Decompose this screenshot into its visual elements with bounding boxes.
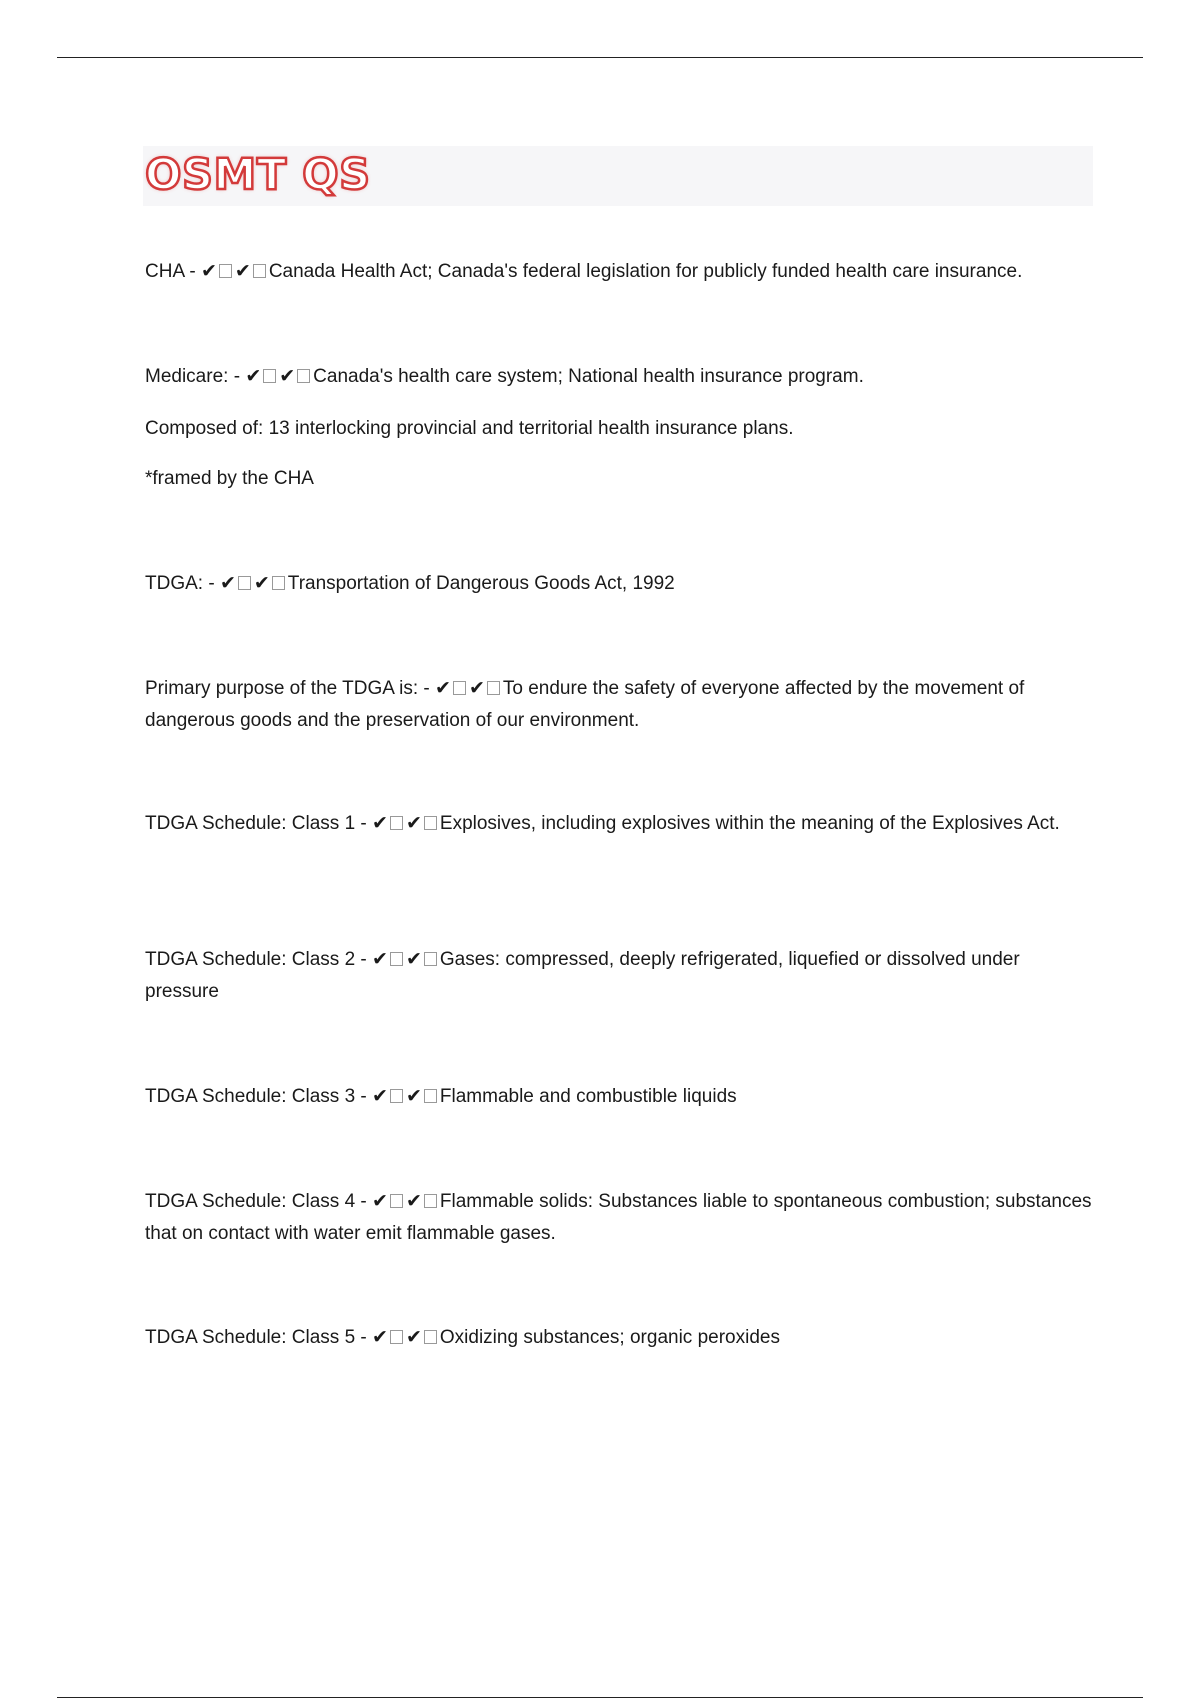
- entry-term: CHA -: [145, 261, 196, 282]
- entry-extra-line: *framed by the CHA: [145, 468, 314, 489]
- entry-term: TDGA Schedule: Class 1 -: [145, 813, 367, 834]
- check-mark-icon: ✔: [372, 949, 388, 970]
- check-mark-icon: ✔: [372, 1191, 388, 1212]
- checkbox-glyph-icon: [424, 1330, 437, 1344]
- checkbox-glyph-icon: [424, 816, 437, 830]
- check-mark-icon: ✔: [200, 261, 217, 282]
- entry-term: TDGA Schedule: Class 2 -: [145, 949, 367, 970]
- entry-term: TDGA Schedule: Class 3 -: [145, 1086, 367, 1107]
- top-rule: [57, 57, 1143, 58]
- entry-extra-line: Composed of: 13 interlocking provincial and territorial health insurance plans.: [145, 418, 794, 439]
- entry-term: Primary purpose of the TDGA is: -: [145, 678, 430, 699]
- checkbox-glyph-icon: [424, 952, 437, 966]
- checkbox-glyph-icon: [390, 1089, 403, 1103]
- check-mark-icon: ✔: [279, 366, 296, 387]
- entry-answer: To endure the safety of everyone affected by the movement of dangerous goods and the preservation of our environment.: [145, 678, 1025, 731]
- entry-answer: Canada Health Act; Canada's federal legislation for publicly funded health care insurance.: [268, 261, 1023, 282]
- qa-entry-class-1: [145, 808, 1095, 840]
- checkbox-glyph-icon: [390, 1194, 403, 1208]
- entry-term: TDGA Schedule: Class 5 -: [145, 1327, 367, 1348]
- check-mark-icon: ✔: [372, 1086, 388, 1107]
- entry-answer: Transportation of Dangerous Goods Act, 1992: [287, 573, 675, 594]
- checkbox-glyph-icon: [424, 1089, 437, 1103]
- check-mark-icon: ✔: [405, 1327, 422, 1348]
- check-mark-icon: ✔: [234, 261, 251, 282]
- check-mark-icon: ✔: [405, 949, 422, 970]
- checkbox-glyph-icon: [297, 369, 310, 383]
- qa-entry-class-5: [145, 1322, 1095, 1354]
- checkbox-glyph-icon: [453, 681, 466, 695]
- entry-answer: Gases: compressed, deeply refrigerated, liquefied or dissolved under pressure: [145, 949, 1020, 1002]
- qa-entry-tdga: [145, 568, 1095, 600]
- qa-entry-cha: [145, 256, 1095, 288]
- check-mark-icon: ✔: [405, 1191, 422, 1212]
- qa-entry-class-2: [145, 944, 1095, 1008]
- checkbox-glyph-icon: [219, 264, 232, 278]
- qa-entry-medicare: [145, 361, 1095, 393]
- entry-term: Medicare: -: [145, 366, 241, 387]
- check-mark-icon: ✔: [468, 678, 485, 699]
- checkbox-glyph-icon: [253, 264, 266, 278]
- check-mark-icon: ✔: [435, 678, 451, 699]
- checkbox-glyph-icon: [238, 576, 251, 590]
- qa-entry-class-3: [145, 1081, 1095, 1113]
- entry-term: TDGA: -: [145, 573, 215, 594]
- entry-answer: Flammable solids: Substances liable to spontaneous combustion; substances that on contact with water emit flammable gases.: [145, 1191, 1092, 1244]
- checkbox-glyph-icon: [390, 816, 403, 830]
- checkbox-glyph-icon: [272, 576, 285, 590]
- check-mark-icon: ✔: [245, 366, 262, 387]
- checkbox-glyph-icon: [263, 369, 276, 383]
- bottom-rule: [57, 1697, 1143, 1698]
- check-mark-icon: ✔: [219, 573, 236, 594]
- checkbox-glyph-icon: [390, 952, 403, 966]
- qa-entry-class-4: [145, 1186, 1095, 1250]
- entry-answer: Explosives, including explosives within the meaning of the Explosives Act.: [439, 813, 1060, 834]
- qa-entry-purpose: [145, 673, 1095, 737]
- check-mark-icon: ✔: [405, 1086, 422, 1107]
- check-mark-icon: ✔: [372, 1327, 388, 1348]
- checkbox-glyph-icon: [487, 681, 500, 695]
- checkbox-glyph-icon: [390, 1330, 403, 1344]
- check-mark-icon: ✔: [405, 813, 422, 834]
- checkbox-glyph-icon: [424, 1194, 437, 1208]
- entry-answer: Flammable and combustible liquids: [439, 1086, 737, 1107]
- entry-answer: Oxidizing substances; organic peroxides: [439, 1327, 780, 1348]
- check-mark-icon: ✔: [253, 573, 270, 594]
- check-mark-icon: ✔: [372, 813, 388, 834]
- entry-answer: Canada's health care system; National health insurance program.: [313, 366, 864, 387]
- entry-term: TDGA Schedule: Class 4 -: [145, 1191, 367, 1212]
- document-title: OSMT QS: [145, 150, 371, 200]
